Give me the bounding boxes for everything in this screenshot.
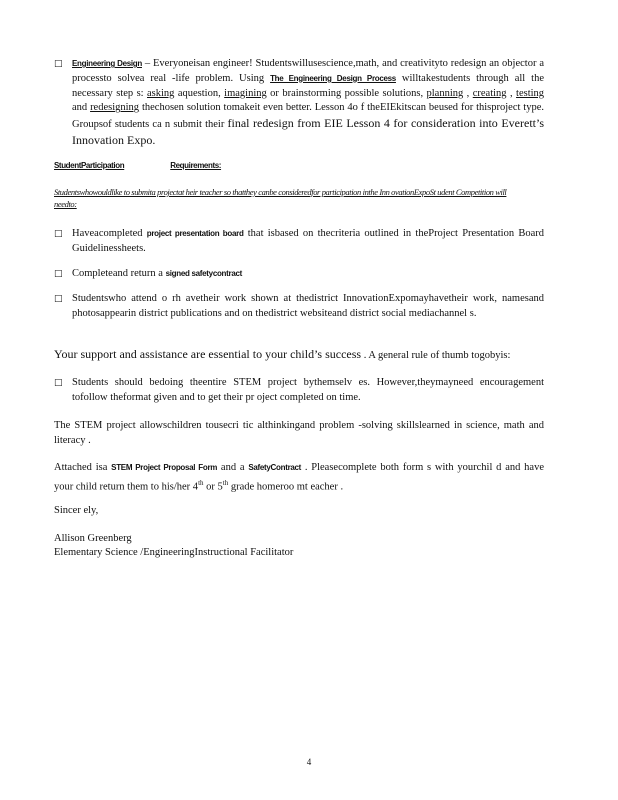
requirement-item: □ Studentswho attend o rh avetheir work shown at thedistrict InnovationExpomayhavetheir work, namesand photosappearin district publications and on thedistrict websiteand district social mediachannel s.	[54, 293, 544, 319]
requirement-item: □ Completeand return a signed safetycontract	[54, 267, 544, 282]
engineering-design-term: Engineering Design	[72, 59, 142, 68]
attached-paragraph: Attached isa STEM Project Proposal Form and a SafetyContract . Pleasecomplete both form s with yourchil d and have your child return them to his/her 4th or 5th grade homeroo mt eacher .	[54, 462, 544, 493]
engineering-design-paragraph: □ Engineering Design – Everyoneisan engineer! Studentswillusescience,math, and creativityto redesign an objector a processto solvea real -life problem. Using The Engineering Design Process willtakestudents through all the necessary step s: asking aquestion, imagining or brainstorming possible solutions, planning , creating , testing and redesigning thechosen solution tomakeit even better. Lesson 4o f theEIEkitscan beused for thisproject type. Groupsof students ca n submit their final redesign from EIE Lesson 4 for consideration into Everett’s Innovation Expo.	[54, 58, 545, 147]
bullet-icon: □	[54, 229, 63, 239]
stem-paragraph: The STEM project allowschildren tousecri tic althinkingand problem -solving skillslearned in science, math and literacy .	[54, 420, 544, 446]
closing: Sincer ely,	[54, 505, 99, 516]
bullet-icon: □	[54, 59, 63, 69]
design-process-term: The Engineering Design Process	[270, 73, 396, 83]
signer-title: Elementary Science /EngineeringInstructional Facilitator	[54, 547, 294, 558]
guideline-item: □ Students should bedoing theentire STEM project bythemselv es. However,theymayneed encouragement tofollow theformat given and to get their pr oject completed on time.	[54, 377, 544, 403]
support-paragraph: Your support and assistance are essential to your child’s success . A general rule of thumb togobyis:	[54, 347, 511, 361]
bullet-icon: □	[54, 294, 63, 304]
requirements-heading: StudentParticipation Requirements:	[54, 161, 222, 170]
bullet-icon: □	[54, 269, 63, 279]
bullet-icon: □	[54, 378, 63, 388]
requirement-item: □ Haveacompleted project presentation board that isbased on thecriteria outlined in theProject Presentation Board Guidelinessheets.	[54, 228, 544, 254]
page-number: 4	[306, 757, 312, 767]
requirements-intro: Studentswhowouldlike to submita projectat heir teacher so thatthey canbe consideredfor participation inthe Inn ovationExpoSt udent Competition will needto:	[54, 187, 507, 209]
signer-name: Allison Greenberg	[54, 533, 132, 544]
